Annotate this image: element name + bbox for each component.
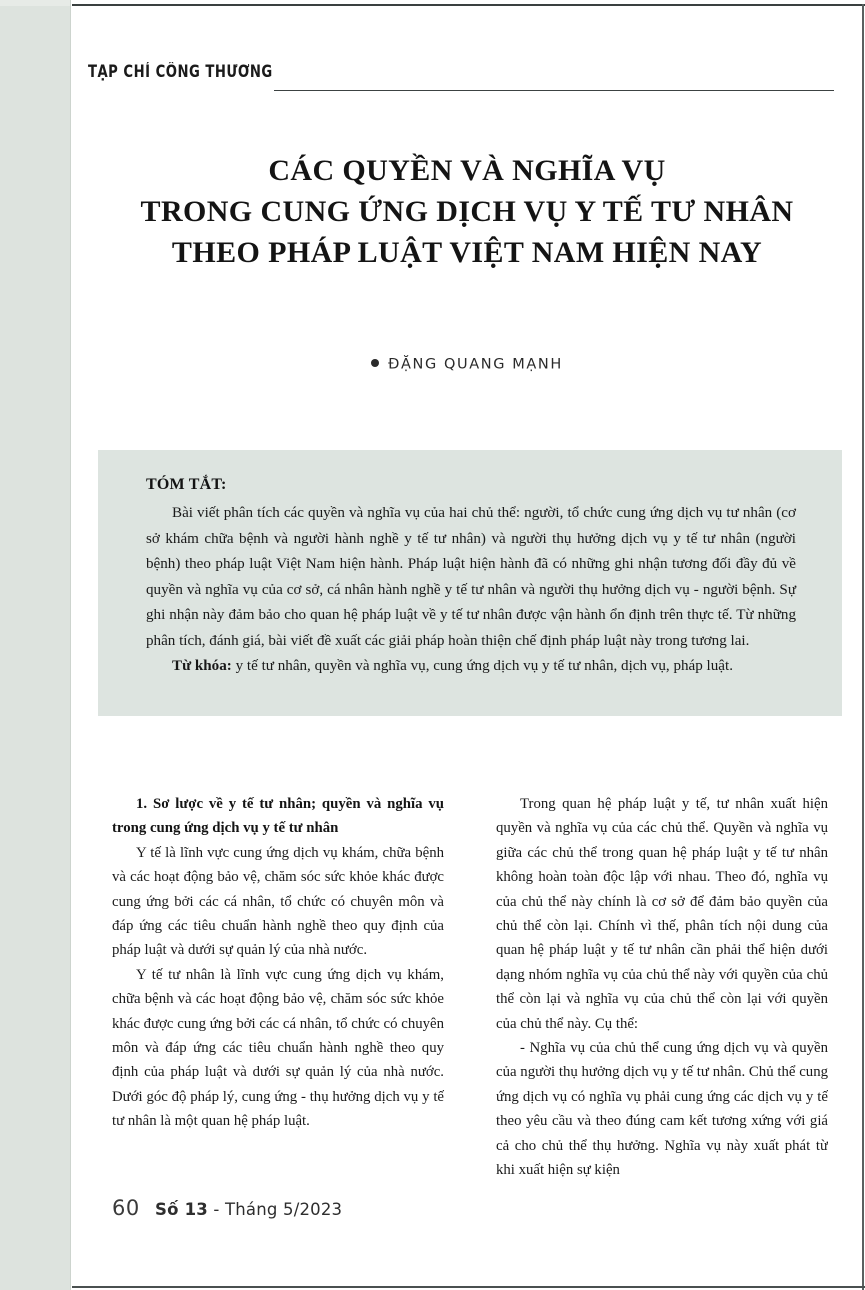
body-column-right [496, 792, 828, 1182]
author-byline [72, 355, 862, 373]
left-paragraph-2: Y tế tư nhân là lĩnh vực cung ứng dịch vụ khám, chữa bệnh và các hoạt động bảo vệ, chăm sóc sức khỏe khác được cung ứng bởi các cá nhân, tổ chức có chuyên môn và đáp ứng các tiêu chuẩn hành nghề theo quy định của pháp luật và dưới sự quản lý của nhà nước. Dưới góc độ pháp lý, cung ứng - thụ hưởng dịch vụ y tế tư nhân là một quan hệ pháp luật. [112, 966, 444, 1130]
masthead-rule [274, 90, 834, 91]
abstract-keywords [146, 654, 796, 680]
issue-date: - Tháng 5/2023 [207, 1200, 343, 1219]
issue-info [155, 1200, 342, 1219]
issue-number: Số 13 [155, 1200, 208, 1219]
right-paragraph-2: - Nghĩa vụ của chủ thể cung ứng dịch vụ và quyền của người thụ hưởng dịch vụ y tế tư nhân. Chủ thể cung ứng dịch vụ có nghĩa vụ phải cung ứng các dịch vụ y tế theo yêu cầu và theo đúng cam kết tương xứng với giá cả cho chủ thể thụ hưởng. Nghĩa vụ này xuất phát từ khi xuất hiện sự kiện [496, 1040, 828, 1179]
abstract-inner [146, 476, 796, 680]
abstract-box [98, 450, 842, 716]
article-title-line-1: CÁC QUYỀN VÀ NGHĨA VỤ [268, 154, 666, 187]
article-title-line-2: TRONG CUNG ỨNG DỊCH VỤ Y TẾ TƯ NHÂN [140, 195, 794, 228]
body-column-left [112, 792, 444, 1182]
keywords-text: y tế tư nhân, quyền và nghĩa vụ, cung ứng dịch vụ y tế tư nhân, dịch vụ, pháp luật. [231, 658, 733, 674]
journal-name: TẠP CHÍ CÔNG THƯƠNG [88, 62, 273, 81]
body-columns [98, 792, 842, 1182]
scan-gutter-highlight [0, 0, 70, 6]
section-heading-1: 1. Sơ lược về y tế tư nhân; quyền và nghĩa vụ trong cung ứng dịch vụ y tế tư nhân [112, 796, 444, 837]
right-paragraph-1: Trong quan hệ pháp luật y tế, tư nhân xuất hiện quyền và nghĩa vụ của các chủ thể. Quyền và nghĩa vụ giữa các chủ thể trong quan hệ pháp luật y tế tư nhân không hoàn toàn độc lập với nhau. Theo đó, nghĩa vụ của chủ thể này chính là cơ sở để đảm bảo quyền của chủ thể còn lại. Chính vì thế, phân tích nội dung của quan hệ pháp luật y tế tư nhân cần phải thể hiện dưới dạng nhóm nghĩa vụ của chủ thể này với quyền của chủ thể còn lại và nghĩa vụ của chủ thể còn lại với quyền của chủ thể này. Cụ thể: [496, 796, 828, 1032]
page-frame-right-line [862, 4, 864, 1290]
left-paragraph-1: Y tế là lĩnh vực cung ứng dịch vụ khám, chữa bệnh và các hoạt động bảo vệ, chăm sóc sức khỏe khác được cung ứng bởi các cá nhân, tổ chức có chuyên môn và đáp ứng các tiêu chuẩn hành nghề theo quy định của pháp luật và dưới sự quản lý của nhà nước. [112, 844, 444, 959]
scan-gutter-strip [0, 0, 71, 1290]
author-name: ĐẶNG QUANG MẠNH [388, 356, 563, 373]
abstract-heading: TÓM TẮT: [146, 476, 227, 493]
page-number: 60 [112, 1196, 140, 1220]
abstract-body: Bài viết phân tích các quyền và nghĩa vụ của hai chủ thể: người, tổ chức cung ứng dịch vụ tư nhân (cơ sở khám chữa bệnh và người hành nghề y tế tư nhân) và người thụ hưởng dịch vụ y tế tư nhân (người bệnh) theo pháp luật Việt Nam hiện hành. Pháp luật hiện hành đã có những ghi nhận tương đối đầy đủ về quyền và nghĩa vụ của cơ sở, cá nhân hành nghề y tế tư nhân và người thụ hưởng dịch vụ - người bệnh. Sự ghi nhận này đảm bảo cho quan hệ pháp luật về y tế tư nhân được vận hành ổn định trên thực tế. Từ những phân tích, đánh giá, bài viết đề xuất các giải pháp hoàn thiện chế định pháp luật này trong tương lai. [146, 505, 796, 649]
masthead [88, 62, 848, 102]
keywords-label: Từ khóa: [172, 658, 232, 674]
bullet-icon [371, 359, 379, 367]
article-title [72, 150, 862, 273]
page-content [72, 0, 862, 1290]
article-title-line-3: THEO PHÁP LUẬT VIỆT NAM HIỆN NAY [171, 236, 763, 269]
page-footer [98, 1196, 842, 1230]
